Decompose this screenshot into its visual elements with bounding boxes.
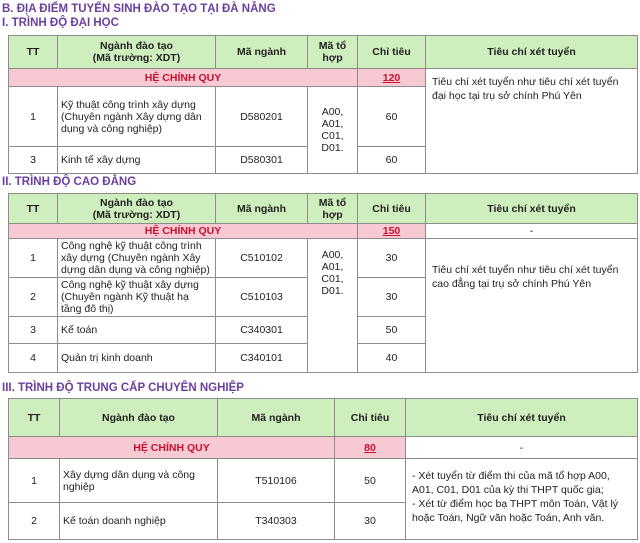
program-type: HỆ CHÍNH QUY <box>9 69 358 87</box>
row-name: Quản trị kinh doanh <box>58 344 216 373</box>
row-tt: 3 <box>9 317 58 344</box>
row-name: Công nghệ kỹ thuật xây dựng (Chuyên ngành Kỹ thuật hạ tầng đô thị) <box>58 278 216 317</box>
header-nganh: Ngành đào tạo (Mã trường: XDT) <box>58 194 216 224</box>
row-quota: 60 <box>358 147 426 174</box>
row-code: T340303 <box>218 503 335 540</box>
header-ma-nganh: Mã ngành <box>216 36 308 69</box>
header-tieu-chi: Tiêu chí xét tuyển <box>426 194 638 224</box>
row-name: Kỹ thuật công trình xây dựng (Chuyên ngành Xây dựng dân dụng và công nghiệp) <box>58 87 216 147</box>
row-tt: 4 <box>9 344 58 373</box>
university-table <box>8 35 638 174</box>
header-tt: TT <box>9 399 60 437</box>
row-code: D580301 <box>216 147 308 174</box>
row-tt: 2 <box>9 503 60 540</box>
row-code: T510106 <box>218 459 335 503</box>
row-quota: 30 <box>358 239 426 278</box>
header-ma-to-hop: Mã tổ hợp <box>308 36 358 69</box>
section-heading-university: I. TRÌNH ĐỘ ĐẠI HỌC <box>2 17 119 29</box>
header-ma-to-hop: Mã tổ hợp <box>308 194 358 224</box>
row-tt: 1 <box>9 459 60 503</box>
table-row <box>9 239 638 278</box>
row-code: C510102 <box>216 239 308 278</box>
program-type: HỆ CHÍNH QUY <box>9 437 335 459</box>
row-to-hop: A00, A01, C01, D01. <box>308 239 358 373</box>
section-heading-college: II. TRÌNH ĐỘ CAO ĐẲNG <box>2 176 137 188</box>
header-chi-tieu: Chỉ tiêu <box>335 399 406 437</box>
row-quota: 60 <box>358 87 426 147</box>
page-title: B. ĐỊA ĐIỂM TUYỂN SINH ĐÀO TẠO TẠI ĐÀ NẴNG <box>2 3 276 15</box>
row-code: C510103 <box>216 278 308 317</box>
row-tt: 1 <box>9 87 58 147</box>
criteria <box>406 459 638 540</box>
program-type: HỆ CHÍNH QUY <box>9 224 358 239</box>
header-tt: TT <box>9 36 58 69</box>
row-code: C340101 <box>216 344 308 373</box>
table-row <box>9 459 638 503</box>
criteria-line-1: - Xét tuyển từ điểm thi của mã tổ hợp A00, A01, C01, D01 của kỳ thi THPT quốc gia; <box>412 470 610 496</box>
row-tt: 3 <box>9 147 58 174</box>
section-heading-vocational: III. TRÌNH ĐỘ TRUNG CẤP CHUYÊN NGHIỆP <box>2 382 244 394</box>
header-nganh: Ngành đào tạo <box>60 399 218 437</box>
row-to-hop: A00, A01, C01, D01. <box>308 87 358 174</box>
criteria-dash: - <box>426 224 638 239</box>
row-name: Xây dựng dân dụng và công nghiệp <box>60 459 218 503</box>
total-quota: 150 <box>358 224 426 239</box>
header-chi-tieu: Chỉ tiêu <box>358 36 426 69</box>
header-chi-tieu: Chỉ tiêu <box>358 194 426 224</box>
total-quota: 120 <box>358 69 426 87</box>
row-quota: 30 <box>335 503 406 540</box>
row-quota: 40 <box>358 344 426 373</box>
row-quota: 50 <box>358 317 426 344</box>
row-quota: 30 <box>358 278 426 317</box>
row-name: Công nghệ kỹ thuật công trình xây dựng (Chuyên ngành Xây dựng dân dụng và công nghiệp) <box>58 239 216 278</box>
header-nganh: Ngành đào tạo (Mã trường: XDT) <box>58 36 216 69</box>
row-name: Kế toán <box>58 317 216 344</box>
header-tt: TT <box>9 194 58 224</box>
row-code: C340301 <box>216 317 308 344</box>
criteria-dash: - <box>406 437 638 459</box>
total-quota: 80 <box>335 437 406 459</box>
row-code: D580201 <box>216 87 308 147</box>
header-tieu-chi: Tiêu chí xét tuyển <box>406 399 638 437</box>
criteria: Tiêu chí xét tuyển như tiêu chí xét tuyển cao đẳng tại trụ sở chính Phú Yên <box>426 239 638 373</box>
criteria: Tiêu chí xét tuyển như tiêu chí xét tuyển đại học tại trụ sở chính Phú Yên <box>426 69 638 174</box>
criteria-line-2: - Xét từ điểm học bạ THPT môn Toán, Vật lý hoặc Toán, Ngữ văn hoặc Toán, Anh văn. <box>412 498 619 524</box>
header-tieu-chi: Tiêu chí xét tuyển <box>426 36 638 69</box>
row-name: Kinh tế xây dựng <box>58 147 216 174</box>
vocational-table <box>8 398 638 540</box>
row-tt: 2 <box>9 278 58 317</box>
row-name: Kế toán doanh nghiệp <box>60 503 218 540</box>
header-ma-nganh: Mã ngành <box>216 194 308 224</box>
college-table <box>8 193 638 373</box>
row-quota: 50 <box>335 459 406 503</box>
row-tt: 1 <box>9 239 58 278</box>
header-ma-nganh: Mã ngành <box>218 399 335 437</box>
